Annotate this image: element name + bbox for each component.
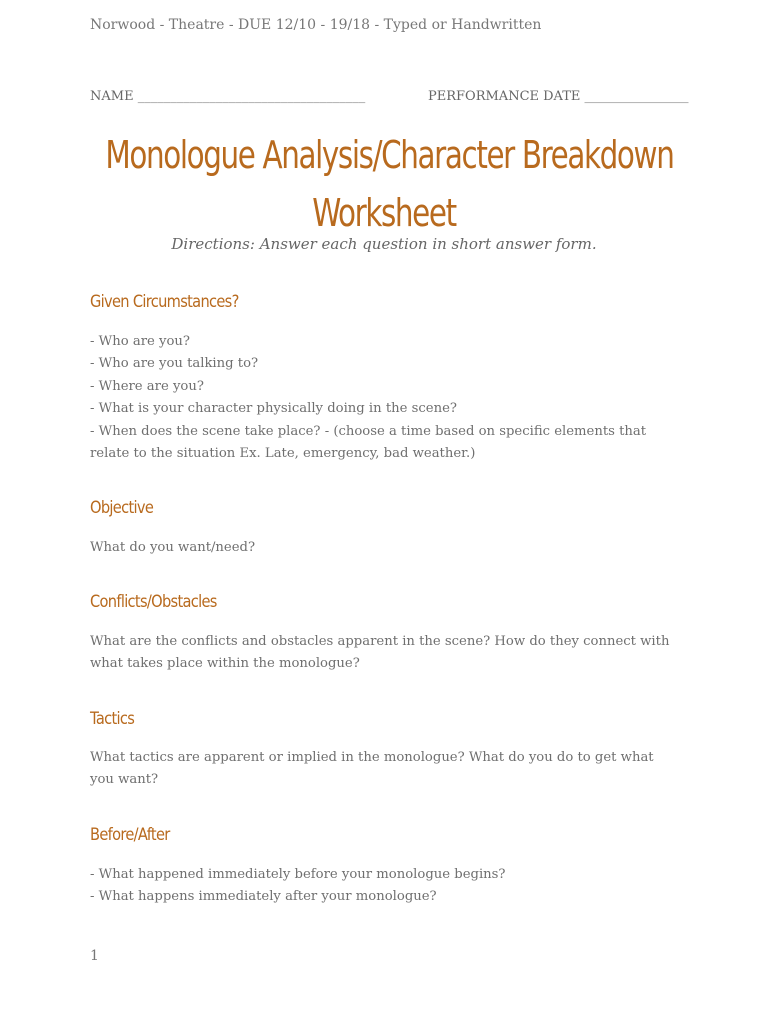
list-item: - What happens immediately after your monologue? [90,889,437,905]
list-item: - Where are you? [90,378,204,394]
name-field: NAME ___________________________________ [90,89,366,104]
heading-before-after: Before/After [90,825,170,845]
heading-tactics: Tactics [90,709,135,729]
objective-text: What do you want/need? [90,540,256,555]
page-header: Norwood - Theatre - DUE 12/10 - 19/18 - Typed or Handwritten [90,17,542,33]
list-item: - Who are you talking to? [90,356,259,372]
title-line-2: Worksheet [312,191,456,235]
worksheet-title [105,126,674,242]
list-item: - When does the scene take place? - (choose a time based on specific elements that relate to the situation Ex. Late, emergency, bad weather.) [90,423,647,462]
list-item: - What is your character physically doing in the scene? [90,401,457,417]
heading-given-circumstances: Given Circumstances? [90,292,239,312]
title-line-1: Monologue Analysis/Character Breakdown [105,133,674,177]
heading-conflicts-obstacles: Conflicts/Obstacles [90,592,217,612]
heading-objective: Objective [90,498,154,518]
performance-date-field: PERFORMANCE DATE ________________ [428,89,689,104]
page-number: 1 [90,948,99,964]
before-after-list [90,864,680,909]
conflicts-text: What are the conflicts and obstacles apparent in the scene? How do they connect with what takes place within the monologue? [90,634,670,672]
directions: Directions: Answer each question in short answer form. [171,235,597,253]
given-circumstances-list [90,331,680,465]
list-item: - What happened immediately before your monologue begins? [90,867,506,882]
list-item: - Who are you? [90,334,190,349]
tactics-text: What tactics are apparent or implied in the monologue? What do you do to get what you want? [90,750,654,788]
